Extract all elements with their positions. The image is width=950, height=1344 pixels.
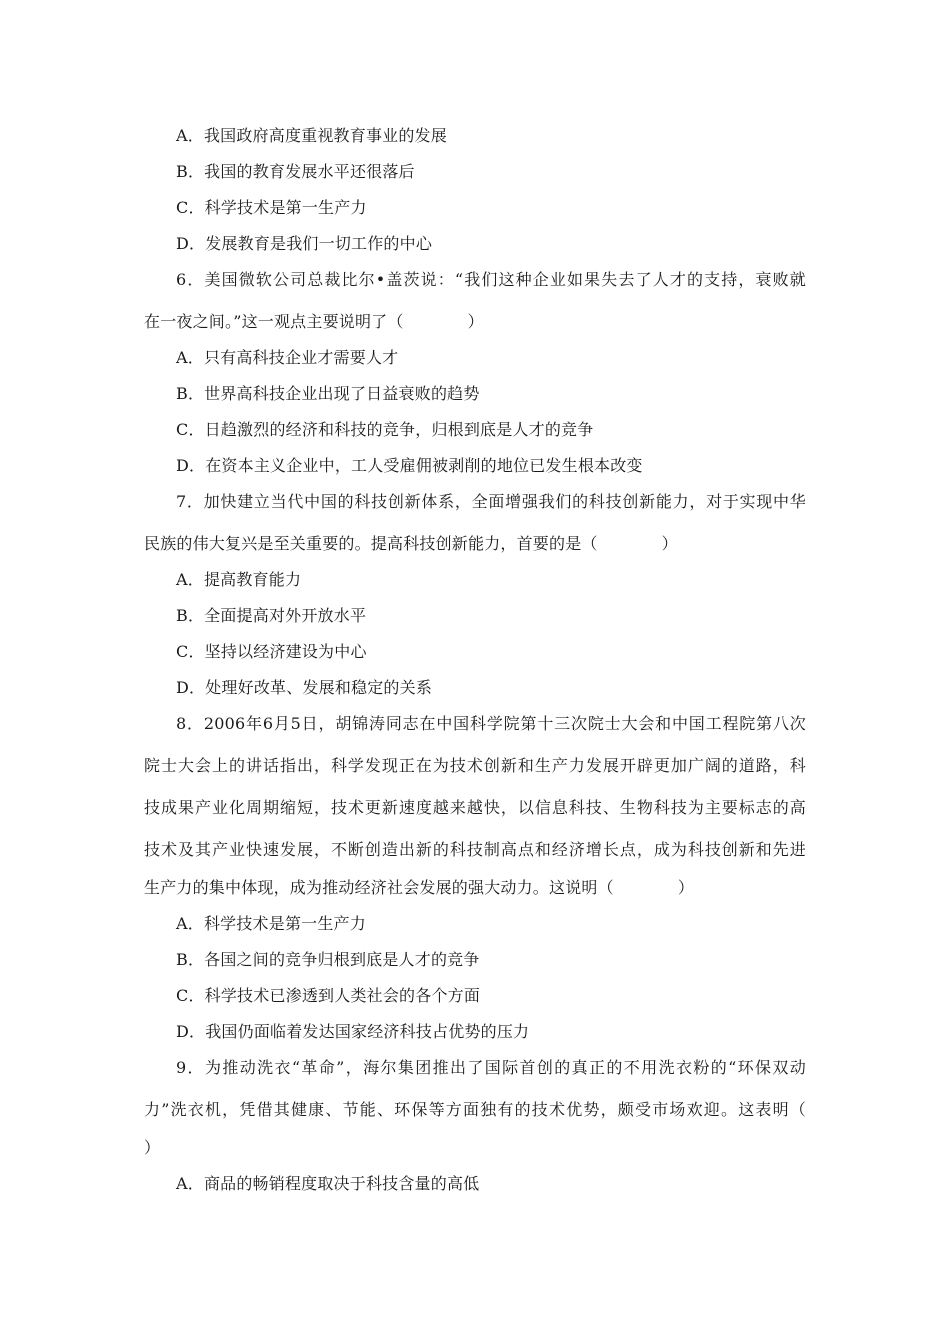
q7-option-d: D．处理好改革、发展和稳定的关系 [176, 678, 433, 697]
q8-stem-line3: 技成果产业化周期缩短，技术更新速度越来越快，以信息科技、生物科技为主要标志的高 [144, 798, 806, 817]
q6-option-c: C．日趋激烈的经济和科技的竞争，归根到底是人才的竞争 [176, 420, 594, 439]
q5-option-d: D．发展教育是我们一切工作的中心 [176, 234, 433, 253]
q5-option-b: B．我国的教育发展水平还很落后 [176, 162, 415, 181]
q7-paren-close: ） [661, 534, 678, 553]
q6-option-d: D．在资本主义企业中，工人受雇佣被剥削的地位已发生根本改变 [176, 456, 643, 475]
q8-paren-close: ） [677, 878, 695, 897]
q9-stem-line1: 9．为推动洗衣“革命”，海尔集团推出了国际首创的真正的不用洗衣粉的“环保双动 [176, 1058, 806, 1077]
q7-stem-text: 民族的伟大复兴是至关重要的。提高科技创新能力，首要的是（ [144, 534, 598, 553]
q6-paren-close: ） [467, 312, 484, 331]
q8-option-b: B．各国之间的竞争归根到底是人才的竞争 [176, 950, 480, 969]
q8-option-c: C．科学技术已渗透到人类社会的各个方面 [176, 986, 481, 1005]
q6-option-b: B．世界高科技企业出现了日益衰败的趋势 [176, 384, 480, 403]
q8-stem-text: 生产力的集中体现，成为推动经济社会发展的强大动力。这说明（ [144, 878, 614, 897]
q9-stem-line3: ） [144, 1138, 161, 1157]
q8-stem-line4: 技术及其产业快速发展，不断创造出新的科技制高点和经济增长点，成为科技创新和先进 [144, 840, 806, 859]
q7-option-a: A．提高教育能力 [176, 570, 302, 589]
q9-option-a: A．商品的畅销程度取决于科技含量的高低 [176, 1174, 480, 1193]
q7-option-c: C．坚持以经济建设为中心 [176, 642, 367, 661]
q8-stem-line1: 8．2006年6月5日，胡锦涛同志在中国科学院第十三次院士大会和中国工程院第八次 [176, 714, 806, 733]
q8-stem-line5 [144, 878, 694, 898]
q6-stem-text: 在一夜之间。”这一观点主要说明了（ [144, 312, 404, 331]
q6-stem-line1: 6．美国微软公司总裁比尔•盖茨说：“我们这种企业如果失去了人才的支持，衰败就 [176, 270, 806, 289]
q8-option-d: D．我国仍面临着发达国家经济科技占优势的压力 [176, 1022, 530, 1041]
q5-option-a: A．我国政府高度重视教育事业的发展 [176, 126, 447, 145]
q7-option-b: B．全面提高对外开放水平 [176, 606, 367, 625]
q6-stem-line2 [144, 312, 484, 332]
q7-stem-line2 [144, 534, 678, 554]
q6-option-a: A．只有高科技企业才需要人才 [176, 348, 399, 367]
q9-stem-line2: 力”洗衣机，凭借其健康、节能、环保等方面独有的技术优势，颇受市场欢迎。这表明（ [144, 1100, 806, 1119]
q8-option-a: A．科学技术是第一生产力 [176, 914, 366, 933]
q8-stem-line2: 院士大会上的讲话指出，科学发现正在为技术创新和生产力发展开辟更加广阔的道路，科 [144, 756, 806, 775]
q7-stem-line1: 7．加快建立当代中国的科技创新体系，全面增强我们的科技创新能力，对于实现中华 [176, 492, 806, 511]
q5-option-c: C．科学技术是第一生产力 [176, 198, 367, 217]
